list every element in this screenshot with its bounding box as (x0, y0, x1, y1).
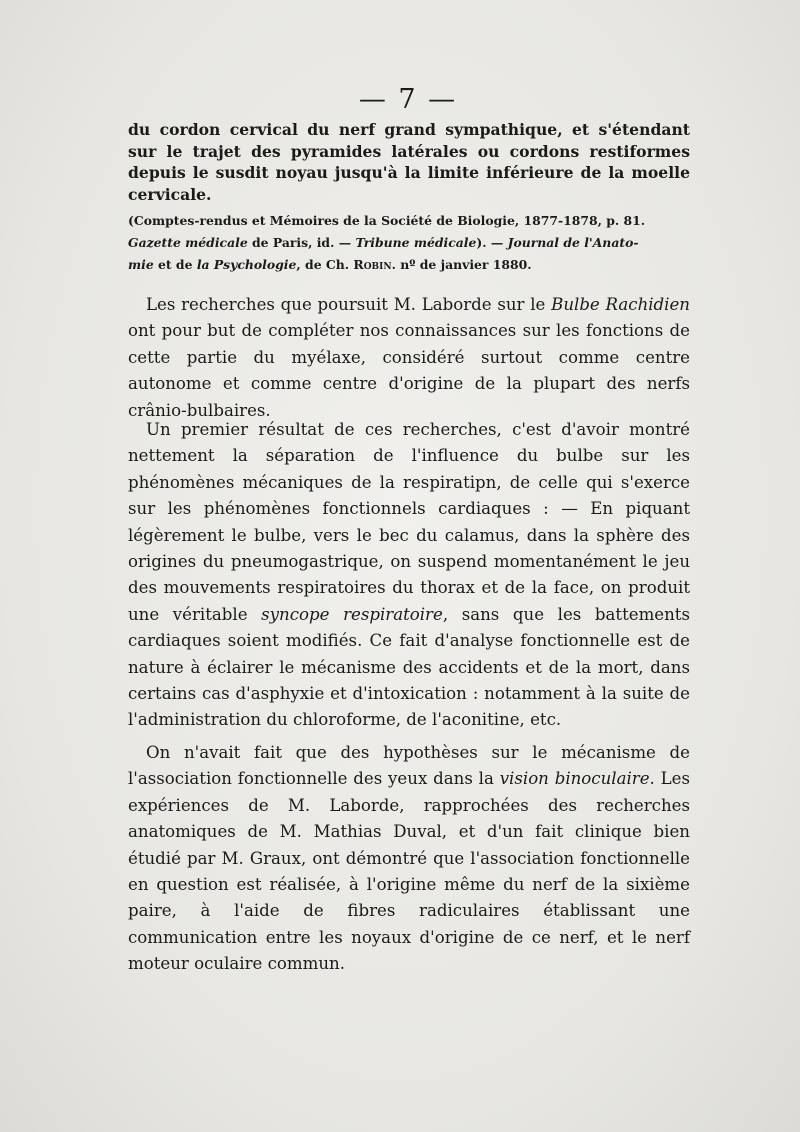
reference-dash: ). — (476, 235, 508, 250)
p3-term: vision binoculaire (499, 769, 650, 789)
p1-lead: Les recherches que poursuit M. Laborde sur le (146, 295, 552, 314)
p1-term: Bulbe Rachidien (551, 295, 690, 314)
paragraph-3 (128, 740, 690, 978)
reference-date: . nº de janvier 1880. (391, 257, 532, 272)
paragraph-1 (128, 292, 690, 424)
reference-et: et de (153, 257, 197, 272)
paragraph-2 (128, 417, 690, 734)
p2-term: syncope respiratoire (261, 604, 443, 624)
reference-robin: Robin (353, 257, 392, 272)
reference-journal-cont: mie (128, 257, 154, 272)
p2-lead: Un premier résultat de ces recherches, c'est d'avoir montré nettement la séparation de l'influence du bulbe sur les phénomènes mécaniques de la respiratipn, de celle qui s'exerce sur les phénomènes fonctionnels cardiaques : — En piquant légèrement le bulbe, vers le bec du calamus, dans la sphère des origines du pneumogastrique, on suspend momentanément le jeu des mouvements respiratoires du thorax et de la face, on produit une véritable (128, 420, 690, 624)
p3-text: . Les expériences de M. Laborde, rapprochées des recherches anatomiques de M. Mathias Duval, et d'un fait clinique bien étudié par M. Graux, ont démontré que l'association fonctionnelle en question est réalisée, à l'origine même du nerf de la sixième paire, à l'aide de fibres radiculaires établissant une communication entre les noyaux d'origine de ce nerf, et le nerf moteur oculaire commun. (128, 769, 690, 974)
page-number: — 7 — (358, 84, 458, 115)
reference-de-ch: , de Ch. (296, 257, 354, 272)
references (128, 210, 690, 276)
reference-psychologie: la Psychologie (196, 257, 297, 272)
p2-text: , sans que les battements cardiaques soient modifiés. Ce fait d'analyse fonctionnelle est de nature à éclairer le mécanisme des accidents et de la mort, dans certains cas d'asphyxie et d'intoxication : notamment à la suite de l'administration du chloroforme, de l'aconitine, etc. (128, 604, 690, 730)
reference-line-1: (Comptes-rendus et Mémoires de la Société de Biologie, 1877-1878, p. 81. (128, 213, 646, 228)
reference-journal: Journal de l'Anato- (507, 235, 639, 250)
p3-lead: On n'avait fait que des hypothèses sur le mécanisme de l'association fonctionnelle des yeux dans la (128, 743, 690, 789)
reference-gazette-rest: de Paris, id. — (247, 235, 356, 250)
reference-tribune: Tribune médicale (355, 235, 477, 250)
p1-text: ont pour but de compléter nos connaissances sur les fonctions de cette partie du myélaxe, considéré surtout comme centre autonome et comme centre d'origine de la plupart des nerfs crânio-bulbaires. (128, 321, 690, 420)
intro-paragraph: du cordon cervical du nerf grand sympathique, et s'étendant sur le trajet des pyramides latérales ou cordons restiformes depuis le susdit noyau jusqu'à la limite inférieure de la moelle cervicale. (128, 120, 690, 204)
reference-gazette: Gazette médicale (128, 235, 248, 250)
